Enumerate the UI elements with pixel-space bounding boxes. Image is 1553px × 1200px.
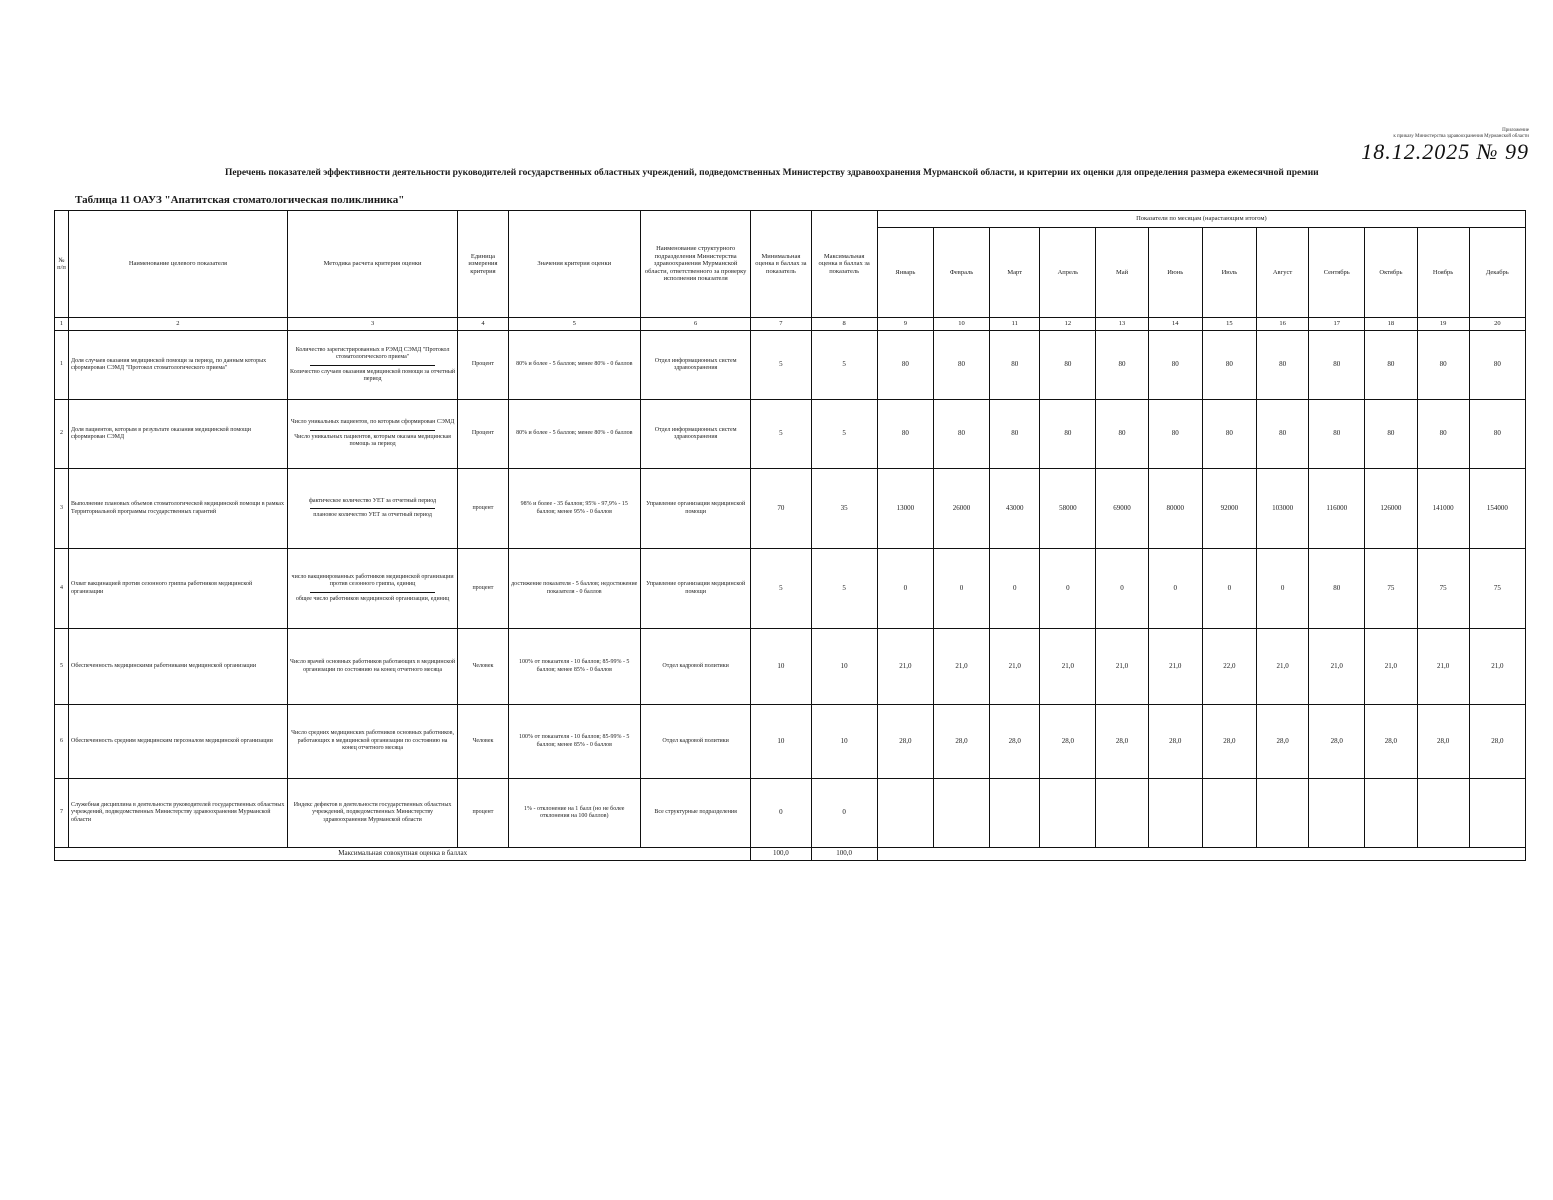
min-score-cell: 5 <box>751 549 811 629</box>
min-score-cell: 70 <box>751 469 811 549</box>
month-value: 28,0 <box>1256 705 1308 779</box>
min-score-cell: 5 <box>751 400 811 469</box>
month-header: Февраль <box>933 228 989 318</box>
column-number: 8 <box>811 318 877 331</box>
table-row <box>55 705 1526 779</box>
table-row <box>55 331 1526 400</box>
column-number: 1 <box>55 318 69 331</box>
method-denominator: общее число работников медицинской организации, единиц <box>295 595 450 602</box>
col-method-header: Методика расчета критерия оценки <box>287 211 458 318</box>
unit-cell: Процент <box>458 331 508 400</box>
month-value: 21,0 <box>1469 629 1525 705</box>
unit-cell: процент <box>458 549 508 629</box>
month-header: Январь <box>877 228 933 318</box>
indicator-name: Выполнение плановых объемов стоматологической медицинской помощи в рамках Территориальной программы государственных гарантий <box>69 469 288 549</box>
indicators-table <box>54 210 1526 861</box>
criteria-cell: 100% от показателя - 10 баллов; 85-99% - 5 баллов; менее 85% - 0 баллов <box>508 705 640 779</box>
month-value: 80 <box>1148 400 1202 469</box>
method-denominator: плановое количество УЕТ за отчетный период <box>313 512 432 518</box>
row-number: 4 <box>55 549 69 629</box>
row-number: 3 <box>55 469 69 549</box>
column-number: 14 <box>1148 318 1202 331</box>
responsible-cell: Отдел информационных систем здравоохранения <box>640 400 750 469</box>
month-value: 21,0 <box>877 629 933 705</box>
approval-stamp <box>1309 128 1529 162</box>
month-header: Октябрь <box>1365 228 1417 318</box>
month-value: 28,0 <box>1309 705 1365 779</box>
criteria-cell: 100% от показателя - 10 баллов; 85-99% - 5 баллов; менее 85% - 0 баллов <box>508 629 640 705</box>
method-cell <box>287 331 458 400</box>
indicator-name: Служебная дисциплина в деятельности руководителей государственных областных учреждений, подведомственных Министерству здравоохранения Мурманской области <box>69 779 288 848</box>
row-number: 5 <box>55 629 69 705</box>
approval-date-number: 18.12.2025 № 99 <box>1361 139 1529 164</box>
month-value: 80 <box>1309 400 1365 469</box>
month-value: 80 <box>877 400 933 469</box>
column-number: 10 <box>933 318 989 331</box>
month-value: 80 <box>1096 400 1148 469</box>
table-row <box>55 779 1526 848</box>
fraction-line <box>310 508 436 509</box>
month-value <box>1309 779 1365 848</box>
month-value: 80 <box>1148 331 1202 400</box>
month-value: 75 <box>1417 549 1469 629</box>
month-value: 28,0 <box>1148 705 1202 779</box>
row-number: 6 <box>55 705 69 779</box>
month-header: Май <box>1096 228 1148 318</box>
column-number: 4 <box>458 318 508 331</box>
max-score-cell: 5 <box>811 549 877 629</box>
table-row <box>55 629 1526 705</box>
criteria-cell: достижение показателя - 5 баллов; недостижение показателя - 0 баллов <box>508 549 640 629</box>
method-numerator: фактическое количество УЕТ за отчетный период <box>309 497 437 504</box>
month-value: 80 <box>933 331 989 400</box>
responsible-cell: Управление организации медицинской помощи <box>640 549 750 629</box>
method-cell <box>287 400 458 469</box>
col-num-header: № п/п <box>55 211 69 318</box>
approval-line2: к приказу Министерства здравоохранения Мурманской области <box>1393 134 1529 139</box>
total-empty <box>877 848 1525 861</box>
month-value: 154000 <box>1469 469 1525 549</box>
month-value: 21,0 <box>1148 629 1202 705</box>
method-denominator: Количество случаев оказания медицинской помощи за отчетный период <box>290 368 456 382</box>
col-responsible-header: Наименование структурного подразделения Министерства здравоохранения Мурманской области, ответственного за проверку исполнения показателя <box>640 211 750 318</box>
month-value <box>990 779 1040 848</box>
month-value: 80 <box>1256 331 1308 400</box>
min-score-cell: 10 <box>751 705 811 779</box>
month-value <box>1469 779 1525 848</box>
col-unit-header: Единица измерения критерия <box>458 211 508 318</box>
column-number: 13 <box>1096 318 1148 331</box>
month-value: 0 <box>877 549 933 629</box>
criteria-cell: 98% и более - 35 баллов; 95% - 97,9% - 15 баллов; менее 95% - 0 баллов <box>508 469 640 549</box>
min-score-cell: 5 <box>751 331 811 400</box>
month-value: 0 <box>1256 549 1308 629</box>
indicator-name: Доля случаев оказания медицинской помощи за период, по данным которых сформирован СЭМД "Протокол стоматологического приема" <box>69 331 288 400</box>
month-value: 80 <box>1469 400 1525 469</box>
table-caption: Таблица 11 ОАУЗ "Апатитская стоматологическая поликлиника" <box>75 194 405 206</box>
col-max-header: Максимальная оценка в баллах за показатель <box>811 211 877 318</box>
month-header: Июль <box>1202 228 1256 318</box>
month-value: 80000 <box>1148 469 1202 549</box>
month-value: 28,0 <box>1469 705 1525 779</box>
month-value: 80 <box>1365 400 1417 469</box>
month-value: 80 <box>1040 331 1096 400</box>
month-value: 28,0 <box>1417 705 1469 779</box>
month-value: 80 <box>1365 331 1417 400</box>
column-number: 5 <box>508 318 640 331</box>
responsible-cell: Отдел информационных систем здравоохранения <box>640 331 750 400</box>
month-value: 103000 <box>1256 469 1308 549</box>
unit-cell: Человек <box>458 629 508 705</box>
total-min: 100,0 <box>751 848 811 861</box>
month-header: Август <box>1256 228 1308 318</box>
responsible-cell: Отдел кадровой политики <box>640 629 750 705</box>
method-numerator: число вакцинированных работников медицинской организации против сезонного гриппа, единиц <box>291 573 454 588</box>
month-value: 0 <box>1148 549 1202 629</box>
month-value: 116000 <box>1309 469 1365 549</box>
max-score-cell: 5 <box>811 331 877 400</box>
month-value: 80 <box>990 400 1040 469</box>
month-value: 28,0 <box>877 705 933 779</box>
indicator-name: Доля пациентов, которым в результате оказания медицинской помощи сформирован СЭМД <box>69 400 288 469</box>
month-value: 28,0 <box>1096 705 1148 779</box>
fraction-line <box>310 430 436 431</box>
month-header: Ноябрь <box>1417 228 1469 318</box>
month-value: 69000 <box>1096 469 1148 549</box>
month-value: 28,0 <box>990 705 1040 779</box>
method-cell: Индекс дефектов в деятельности государственных областных учреждений, подведомственных Министерству здравоохранения Мурманской области <box>287 779 458 848</box>
month-value: 0 <box>990 549 1040 629</box>
header-row-group <box>55 211 1526 228</box>
month-value: 0 <box>933 549 989 629</box>
month-value: 28,0 <box>1202 705 1256 779</box>
column-number: 15 <box>1202 318 1256 331</box>
total-label: Максимальная совокупная оценка в баллах <box>55 848 751 861</box>
table-row <box>55 400 1526 469</box>
max-score-cell: 5 <box>811 400 877 469</box>
month-value <box>1148 779 1202 848</box>
unit-cell: Человек <box>458 705 508 779</box>
col-criteria-header: Значения критерия оценки <box>508 211 640 318</box>
month-value: 28,0 <box>1040 705 1096 779</box>
month-value: 0 <box>1040 549 1096 629</box>
unit-cell: Процент <box>458 400 508 469</box>
indicator-name: Охват вакцинацией против сезонного гриппа работников медицинской организации <box>69 549 288 629</box>
column-number: 12 <box>1040 318 1096 331</box>
month-value: 80 <box>1417 400 1469 469</box>
method-cell: Число врачей основных работников работающих в медицинской организации по состоянию на конец отчетного месяца <box>287 629 458 705</box>
column-number: 9 <box>877 318 933 331</box>
method-numerator: Число уникальных пациентов, по которым сформирован СЭМД <box>290 419 455 426</box>
criteria-cell: 80% и более - 5 баллов; менее 80% - 0 баллов <box>508 331 640 400</box>
table-row <box>55 549 1526 629</box>
month-value: 80 <box>1469 331 1525 400</box>
month-value: 28,0 <box>933 705 989 779</box>
fraction-line <box>310 592 436 593</box>
table-row <box>55 469 1526 549</box>
month-value: 80 <box>1309 331 1365 400</box>
month-value: 80 <box>1096 331 1148 400</box>
month-value: 0 <box>1096 549 1148 629</box>
month-header: Июнь <box>1148 228 1202 318</box>
month-value <box>1256 779 1308 848</box>
responsible-cell: Отдел кадровой политики <box>640 705 750 779</box>
method-denominator: Число уникальных пациентов, которым оказана медицинская помощь за период <box>294 433 451 448</box>
col-name-header: Наименование целевого показателя <box>69 211 288 318</box>
month-value: 21,0 <box>1365 629 1417 705</box>
column-number: 7 <box>751 318 811 331</box>
column-number: 18 <box>1365 318 1417 331</box>
month-value: 80 <box>1309 549 1365 629</box>
min-score-cell: 10 <box>751 629 811 705</box>
month-value: 21,0 <box>1040 629 1096 705</box>
month-value: 22,0 <box>1202 629 1256 705</box>
month-value <box>1202 779 1256 848</box>
column-number: 20 <box>1469 318 1525 331</box>
month-value: 28,0 <box>1365 705 1417 779</box>
month-header: Март <box>990 228 1040 318</box>
month-value: 92000 <box>1202 469 1256 549</box>
month-value: 43000 <box>990 469 1040 549</box>
method-cell: Число средних медицинских работников основных работников, работающих в медицинской организации по состоянию на конец отчетного месяца <box>287 705 458 779</box>
column-number: 11 <box>990 318 1040 331</box>
month-value: 80 <box>1202 400 1256 469</box>
month-value: 21,0 <box>933 629 989 705</box>
criteria-cell: 80% и более - 5 баллов; менее 80% - 0 баллов <box>508 400 640 469</box>
column-number: 2 <box>69 318 288 331</box>
month-value <box>933 779 989 848</box>
month-value <box>1417 779 1469 848</box>
column-numbers-row <box>55 318 1526 331</box>
row-number: 1 <box>55 331 69 400</box>
column-number: 3 <box>287 318 458 331</box>
total-row <box>55 848 1526 861</box>
row-number: 7 <box>55 779 69 848</box>
month-value: 80 <box>1202 331 1256 400</box>
month-header: Декабрь <box>1469 228 1525 318</box>
max-score-cell: 10 <box>811 705 877 779</box>
month-value: 13000 <box>877 469 933 549</box>
responsible-cell: Все структурные подразделения <box>640 779 750 848</box>
method-numerator: Количество зарегистрированных в РЭМД СЭМД "Протокол стоматологического приема" <box>295 346 450 360</box>
approval-line1: Приложение <box>1502 128 1529 133</box>
month-value: 26000 <box>933 469 989 549</box>
month-value: 80 <box>1040 400 1096 469</box>
total-max: 100,0 <box>811 848 877 861</box>
column-number: 6 <box>640 318 750 331</box>
indicator-name: Обеспеченность средним медицинским персоналом медицинской организации <box>69 705 288 779</box>
month-value: 80 <box>1256 400 1308 469</box>
month-value <box>1365 779 1417 848</box>
col-min-header: Минимальная оценка в баллах за показатель <box>751 211 811 318</box>
month-value: 80 <box>877 331 933 400</box>
max-score-cell: 10 <box>811 629 877 705</box>
max-score-cell: 0 <box>811 779 877 848</box>
month-header: Сентябрь <box>1309 228 1365 318</box>
row-number: 2 <box>55 400 69 469</box>
month-value: 21,0 <box>1309 629 1365 705</box>
months-group-header: Показатели по месяцам (нарастающим итогом) <box>877 211 1525 228</box>
month-value: 21,0 <box>1417 629 1469 705</box>
document-title: Перечень показателей эффективности деятельности руководителей государственных областных учреждений, подведомственных Министерству здравоохранения Мурманской области, и критерии их оценки для определения размера ежемесячной премии <box>225 168 1319 178</box>
unit-cell: процент <box>458 779 508 848</box>
month-value: 80 <box>990 331 1040 400</box>
fraction-line <box>310 365 436 366</box>
month-value: 80 <box>1417 331 1469 400</box>
month-value: 141000 <box>1417 469 1469 549</box>
method-cell <box>287 469 458 549</box>
column-number: 16 <box>1256 318 1308 331</box>
month-value: 0 <box>1202 549 1256 629</box>
month-value: 21,0 <box>990 629 1040 705</box>
month-value: 21,0 <box>1256 629 1308 705</box>
column-number: 19 <box>1417 318 1469 331</box>
responsible-cell: Управление организации медицинской помощи <box>640 469 750 549</box>
month-value: 75 <box>1365 549 1417 629</box>
month-value <box>1040 779 1096 848</box>
column-number: 17 <box>1309 318 1365 331</box>
month-value: 58000 <box>1040 469 1096 549</box>
month-value: 21,0 <box>1096 629 1148 705</box>
indicator-name: Обеспеченность медицинскими работниками медицинской организации <box>69 629 288 705</box>
unit-cell: процент <box>458 469 508 549</box>
month-value: 126000 <box>1365 469 1417 549</box>
min-score-cell: 0 <box>751 779 811 848</box>
method-cell <box>287 549 458 629</box>
month-header: Апрель <box>1040 228 1096 318</box>
month-value <box>877 779 933 848</box>
max-score-cell: 35 <box>811 469 877 549</box>
month-value: 80 <box>933 400 989 469</box>
criteria-cell: 1% - отклонение на 1 балл (но не более отклонения на 100 баллов) <box>508 779 640 848</box>
month-value: 75 <box>1469 549 1525 629</box>
month-value <box>1096 779 1148 848</box>
